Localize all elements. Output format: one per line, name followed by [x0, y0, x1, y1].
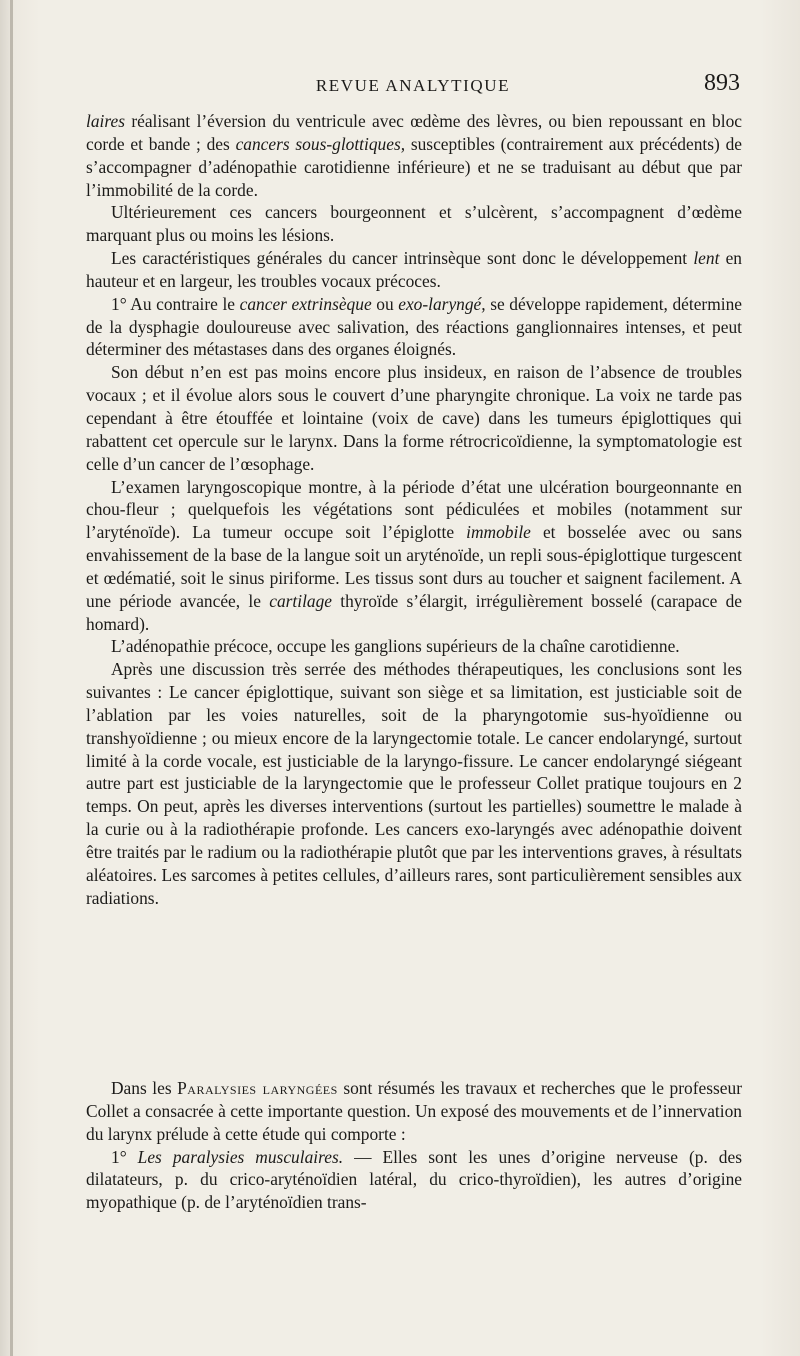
- paragraph-8: Après une discussion très serrée des méthodes thérapeutiques, les conclusions sont les suivantes : Le cancer épiglottique, suivant son siège et sa limitation, est justiciable soit de l’ablation par les voies naturelles, soit de la pharyngotomie sus-hyoïdienne ou transhyoïdienne ; ou mieux encore de la laryngectomie totale. Le cancer endolaryngé, surtout limité à la corde vocale, est justiciable de la laryngo-fissure. Le cancer endolaryngé siégeant autre part est justiciable de la laryngectomie que le professeur Collet pratique toujours en 2 temps. On peut, après les diverses interventions (surtout les partielles) soumettre le malade à la curie ou à la radiothérapie profonde. Les cancers exo-laryngés avec adénopathie doivent être traités par le radium ou la radiothérapie plutôt que par les interventions graves, à résultats aléatoires. Les sarcomes à petites cellules, d’ailleurs rares, sont particulièrement sensibles aux radiations.: [86, 659, 742, 908]
- paragraph-4: [86, 293, 742, 362]
- italic-term: cancer extrinsèque: [239, 293, 372, 314]
- text-run: Dans les: [111, 1078, 178, 1098]
- text-run: ou: [371, 293, 399, 314]
- paragraph-10: [86, 1146, 742, 1215]
- text-run: 1°: [111, 1146, 138, 1167]
- text-run: susceptibles (contrairement aux précédents) de s’accompagner d’adénopathie carotidienne inférieure) et ne se traduisant au début que par l’immobilité de la corde.: [86, 133, 742, 200]
- text-run: — Elles sont les unes d’origine nerveuse (p. des dilatateurs, p. du crico-aryténoïdien latéral, du crico-thyroïdien), les autres d’origine myopathique (p. de l’aryténoïdien trans-: [86, 1146, 742, 1213]
- text-run: sont résumés les travaux et recherches que le professeur Collet a consacrée à cette importante question. Un exposé des mouvements et de l’innervation du larynx prélude à cette étude qui comporte :: [86, 1078, 742, 1144]
- body-text-block-2: [86, 1077, 742, 1214]
- running-title: REVUE ANALYTIQUE: [315, 76, 511, 95]
- paragraph-5: Son début n’en est pas moins encore plus insideux, en raison de l’absence de troubles vocaux ; et il évolue alors sous le couvert d’une pharyngite chronique. La voix ne tarde pas cependant à être étouffée et lointaine (voix de cave) dans les tumeurs épiglottiques qui rabattent cet opercule sur le larynx. Dans la forme rétrocricoïdienne, la symptomatologie est celle d’un cancer de l’œsophage.: [86, 362, 742, 474]
- text-run: L’examen laryngoscopique montre, à la période d’état une ulcération bourgeonnante en chou-fleur ; quelquefois les végétations sont pédiculées et mobiles (notamment sur l’aryténoïde). La tumeur occupe soit l’épiglotte: [86, 476, 742, 543]
- paragraph-3: [86, 247, 742, 293]
- italic-term: lent: [693, 248, 720, 269]
- body-text-block-1: [86, 110, 742, 910]
- paragraph-7: L’adénopathie précoce, occupe les ganglions supérieurs de la chaîne carotidienne.: [111, 636, 680, 657]
- paragraph-9: [86, 1077, 742, 1146]
- paragraph-6: [86, 476, 742, 636]
- italic-term: exo-laryngé,: [398, 293, 486, 314]
- small-caps-heading: Paralysies laryngées: [177, 1078, 338, 1098]
- paragraph-2: Ultérieurement ces cancers bourgeonnent et s’ulcèrent, s’accompagnent d’œdème marquant plus ou moins les lésions.: [86, 202, 742, 246]
- italic-term: laires: [86, 111, 125, 131]
- italic-term: Les paralysies musculaires.: [137, 1146, 344, 1167]
- text-run: et bosselée avec ou sans envahissement de la base de la langue soit un aryténoïde, un repli sous-épiglottique turgescent et œdématié, soit le sinus piriforme. Les tissus sont durs au toucher et saignent facilement. A une période avancée, le: [86, 522, 742, 611]
- italic-term: immobile: [466, 522, 531, 543]
- text-run: Les caractéristiques générales du cancer intrinsèque sont donc le développement: [111, 248, 694, 269]
- binding-fold-shadow: [10, 0, 13, 1356]
- italic-term: cartilage: [269, 590, 333, 611]
- paragraph-1: [86, 110, 742, 201]
- text-run: réalisant l’éversion du ventricule avec œdème des lèvres, ou bien repoussant en bloc corde et bande ; des: [86, 111, 742, 154]
- text-run: se développe rapidement, détermine de la dysphagie douloureuse avec salivation, des réactions ganglionnaires intenses, et peut déterminer des métastases dans des organes éloignés.: [86, 293, 742, 360]
- italic-term: cancers sous-glottiques,: [235, 133, 406, 154]
- page-header: [86, 66, 740, 106]
- text-run: en hauteur et en largeur, les troubles vocaux précoces.: [86, 248, 743, 291]
- text-run: 1° Au contraire le: [111, 293, 240, 314]
- text-run: thyroïde s’élargit, irrégulièrement bosselé (carapace de homard).: [86, 590, 742, 634]
- page-number: 893: [704, 70, 740, 96]
